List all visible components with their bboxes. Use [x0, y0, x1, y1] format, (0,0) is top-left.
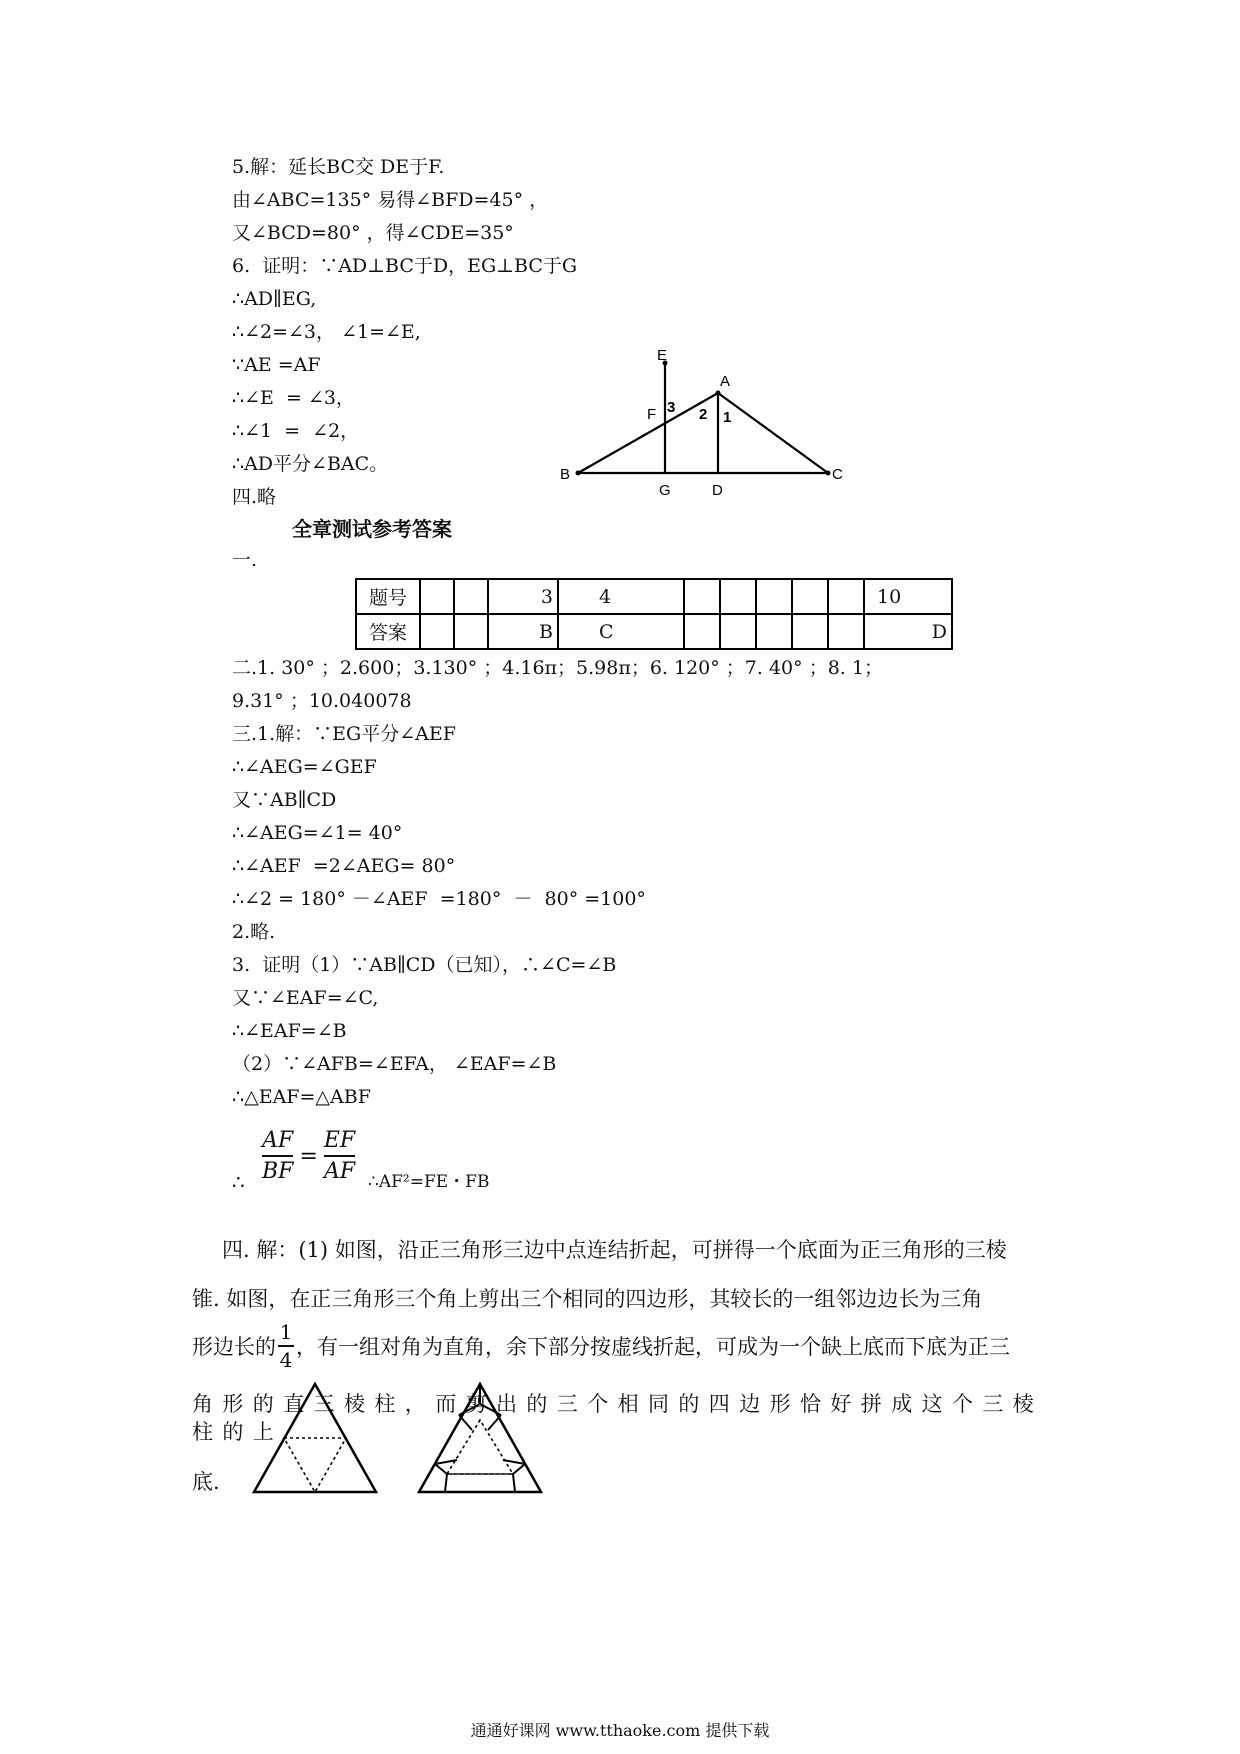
answer-line: （2）∵∠AFB=∠EFA， ∠EAF=∠B: [232, 1053, 557, 1075]
frac-left-num: AF: [262, 1128, 294, 1153]
solution-line: 6. 证明：∵AD⊥BC于D，EG⊥BC于G: [232, 255, 578, 277]
solution-line: ∴∠1 = ∠2，: [232, 420, 360, 442]
table-cell: [756, 579, 792, 614]
label-G: G: [659, 482, 671, 499]
table-cell: [454, 614, 488, 649]
answer-line: 3. 证明（1）∵AB∥CD（已知），∴∠C=∠B: [232, 954, 617, 976]
table-cell: [420, 579, 454, 614]
answer-line: 9.31° ；10.040078: [232, 690, 412, 712]
solution-line: 四.略: [232, 486, 277, 508]
footer-credit: 通通好课网 www.tthaoke.com 提供下载: [470, 1721, 770, 1740]
table-cell: [420, 614, 454, 649]
table-cell: C: [558, 614, 684, 649]
answer-line: 三.1.解：∵EG平分∠AEF: [232, 723, 456, 745]
part4-text: 形边长的: [192, 1335, 276, 1359]
table-cell: B: [488, 614, 558, 649]
label-B: B: [560, 466, 571, 483]
therefore-symbol: ∴: [232, 1170, 245, 1194]
table-cell: [684, 579, 720, 614]
table-cell: [454, 579, 488, 614]
answer-line: ∴△EAF=△ABF: [232, 1086, 371, 1108]
table-cell: [792, 614, 828, 649]
answer-line: 2.略.: [232, 921, 276, 943]
solution-line: 又∠BCD=80° ，得∠CDE=35°: [232, 222, 514, 244]
label-C: C: [832, 466, 843, 483]
table-row: [356, 579, 952, 614]
answer-line: ∴∠AEG=∠GEF: [232, 756, 377, 778]
solution-line: 由∠ABC=135° 易得∠BFD=45° ，: [232, 189, 549, 211]
label-angle-2: 2: [699, 406, 708, 423]
table-cell: [756, 614, 792, 649]
table-cell: [792, 579, 828, 614]
table-cell: D: [864, 614, 952, 649]
table-cell: [720, 614, 756, 649]
answer-line: ∴∠EAF=∠B: [232, 1020, 347, 1042]
part4-line: 角形的直三棱柱，而剪出的三个相同的四边形恰好拼成这个三棱柱的上: [192, 1392, 1044, 1444]
answer-table: [355, 578, 953, 650]
part1-label: 一.: [232, 549, 258, 571]
conclusion-line: ∴AF²=FE・FB: [368, 1172, 490, 1192]
part4-line-fraction: [192, 1320, 1010, 1372]
part4-line: 四. 解：(1) 如图，沿正三角形三边中点连结折起，可拼得一个底面为正三角形的三棱: [222, 1238, 1007, 1262]
answer-line: ∴∠AEG=∠1= 40°: [232, 822, 403, 844]
part4-line: 锥. 如图，在正三角形三个角上剪出三个相同的四边形，其较长的一组邻边边长为三角: [192, 1287, 983, 1311]
triangle-diagram: [540, 340, 880, 500]
table-cell: [828, 614, 864, 649]
quarter-num: 1: [279, 1320, 293, 1344]
fraction-equation: AF BF = EF AF: [262, 1128, 356, 1184]
frac-right-den: AF: [323, 1159, 356, 1184]
solution-line: ∵AE =AF: [232, 354, 321, 376]
chapter-test-title: 全章测试参考答案: [292, 517, 452, 541]
row-label: 答案: [356, 614, 420, 649]
table-cell: 3: [488, 579, 558, 614]
solution-line: ∴AD平分∠BAC。: [232, 453, 389, 475]
frac-right-num: EF: [323, 1128, 356, 1153]
table-cell: 4: [558, 579, 684, 614]
answer-line: ∴∠2 = 180° －∠AEF =180° － 80° =100°: [232, 888, 646, 910]
frac-left-den: BF: [262, 1159, 294, 1184]
label-E: E: [657, 347, 668, 364]
solution-line: ∴∠E = ∠3，: [232, 387, 355, 409]
prism-net-figure: [415, 1380, 545, 1498]
triangle-fold-figure: [250, 1380, 380, 1498]
solution-line: 5.解：延长BC交 DE于F.: [232, 156, 445, 178]
table-cell: [720, 579, 756, 614]
solution-line: ∴∠2=∠3， ∠1=∠E,: [232, 321, 421, 343]
part4-text: ，有一组对角为直角，余下部分按虚线折起，可成为一个缺上底而下底为正三: [296, 1335, 1010, 1359]
answer-line: 又∵∠EAF=∠C,: [232, 987, 379, 1009]
table-row: [356, 614, 952, 649]
label-D: D: [712, 482, 723, 499]
label-angle-1: 1: [723, 409, 732, 426]
answer-line: ∴∠AEF =2∠AEG= 80°: [232, 855, 456, 877]
table-cell: 10: [864, 579, 952, 614]
label-angle-3: 3: [667, 399, 676, 416]
solution-line: ∴AD∥EG,: [232, 288, 317, 310]
part4-line: 底.: [192, 1470, 220, 1494]
answer-line: 二.1. 30° ；2.600；3.130° ；4.16π；5.98π；6. 120° ；7. 40° ；8. 1；: [232, 657, 883, 679]
label-F: F: [647, 406, 657, 423]
table-cell: [828, 579, 864, 614]
quarter-den: 4: [279, 1348, 293, 1372]
answer-line: 又∵AB∥CD: [232, 789, 337, 811]
table-cell: [684, 614, 720, 649]
label-A: A: [720, 373, 731, 390]
row-label: 题号: [356, 579, 420, 614]
